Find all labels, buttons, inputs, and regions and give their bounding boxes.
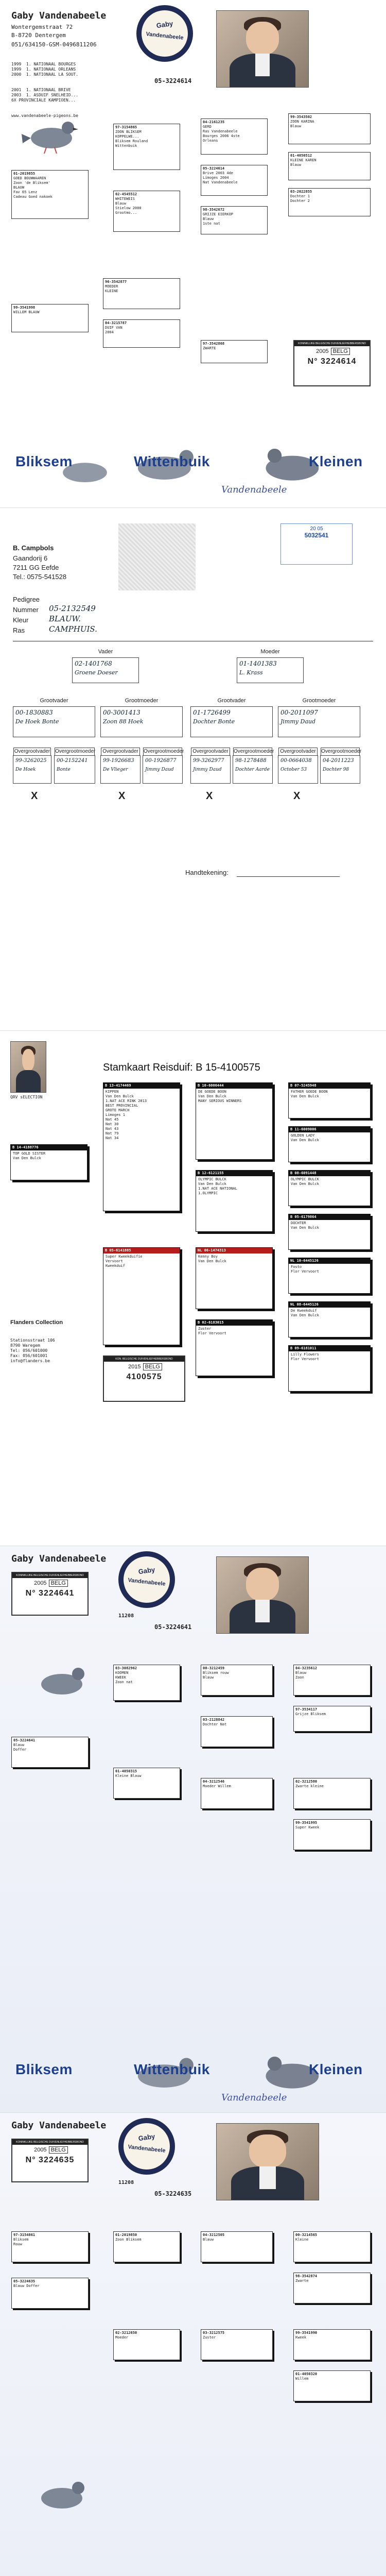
pedigree-box-5: 98-3542672 GRIJZE EIERKOP Blauw 1ste nat — [201, 206, 268, 234]
owner-tel: Tel.: 0575-541528 — [13, 573, 67, 581]
great-grandmother-2-box: Overgrootmoeder 00-1926877 Jimmy Daud — [143, 755, 183, 784]
pigeon-ring-number-4: 05-3224641 — [154, 1623, 192, 1631]
grandmother-2-box: Grootmoeder 00-2011097 Jimmy Daud — [278, 706, 360, 737]
sk-box-6: B 08-6091448 OLYMPIC BULCK Van Den Bulck — [288, 1170, 371, 1206]
breeder-name-5: Gaby Vandenabeele — [11, 2120, 107, 2131]
sk-box-11: NL 08-6445126 De Kweekduif Van Den Bulck — [288, 1301, 371, 1337]
pedigree-sheet-5 — [0, 2112, 386, 2576]
ring-stamp-4: KONINKLIJKE BELGISCHE DUIVENLIEFHEBBERSBOND 2005 BELG N° 3224641 — [11, 1572, 89, 1616]
sheet4-box-0: 03-3082962 KOOMEN KWEEK Zoon nat — [113, 1665, 180, 1701]
breeder-city: B-8720 Dentergem — [11, 32, 66, 39]
loft-address: Stationsstraat 106 8790 Waregem Tel: 056/601000 Fax: 056/601001 info@flanders.be — [10, 1338, 55, 1363]
pedigree-box-6: 99-3543502 ZOON KARINA Blauw — [288, 113, 371, 144]
grandfather-1-box: Grootvader 00-1830883 De Hoek Bonte — [13, 706, 95, 737]
owner-ring-card: 20 05 5032541 — [280, 523, 353, 565]
breeder-street: Wontergemstraat 72 — [11, 24, 73, 30]
pedigree-box-11: 97-3542868 ZWARTE — [201, 340, 268, 363]
breeder-signature: Vandenabeele — [221, 484, 287, 495]
code-4: 11208 — [118, 1613, 134, 1619]
father-box: Vader 02-1401768 Groene Doeser — [72, 657, 139, 683]
breeder-signature-4: Vandenabeele — [221, 2092, 287, 2103]
grandmother-1-box: Grootmoeder 00-3001413 Zoon 88 Hoek — [100, 706, 183, 737]
stamkaart-sheet — [0, 1030, 386, 1546]
stamkaart-title: Stamkaart Reisduif: B 15-4100575 — [103, 1062, 260, 1073]
sk-box-1: B 10-6006444 DE GOEDE BOON Van Den Bulck MANY SERIOUS WINNERS — [196, 1082, 273, 1160]
small-caption: QRV sELECTION — [10, 1095, 43, 1099]
breeder-name-4: Gaby Vandenabeele — [11, 1553, 107, 1564]
pigeon-illustration — [21, 113, 82, 155]
pedigree-box-sire-left: 01-2019855 GOED BOUWWAAREN Zoon 'de Bliksem' BLAUW Fav 65 Lenz Cadeau Goed nakoek — [11, 170, 89, 219]
sheet4-box-7: 04-3212546 Moeder Willem — [201, 1778, 273, 1809]
sheet5-box-7: 03-3212575 Zuster — [201, 2329, 273, 2360]
breeder-photo-4 — [216, 1556, 309, 1634]
pigeon-ring-number: 05-3224614 — [154, 77, 192, 84]
sheet4-box-3: 97-3534117 Grijze Bliksem — [293, 1706, 371, 1732]
sheet5-box-9: 01-4050320 Willem — [293, 2370, 371, 2401]
breeder-logo: Gaby Vandenabeele — [136, 5, 193, 62]
sheet5-box-3: 05-3224635 Blauw Doffer — [11, 2278, 89, 2309]
great-grandfather-3-box: Overgrootvader 99-3262977 Jimmy Daud — [190, 755, 231, 784]
breeder-logo-5: Gaby Vandenabeele — [118, 2118, 175, 2175]
sheet5-box-4: 00-3214565 Kleine — [293, 2231, 371, 2262]
sheet4-box-6: 01-4050315 Kleine Blauw — [113, 1768, 180, 1799]
breeder-photo — [216, 10, 309, 88]
race-value: CAMPHUIS. — [49, 624, 97, 634]
ring-stamp-5: KONINKLIJKE BELGISCHE DUIVENLIEFHEBBERSBOND 2005 BELG N° 3224635 — [11, 2139, 89, 2182]
great-grandfather-1-box: Overgrootvader 99-3262025 De Hoek — [13, 755, 51, 784]
sheet5-box-6: 02-3212650 Moeder — [113, 2329, 180, 2360]
number-label: Nummer — [13, 606, 39, 614]
x-mark-1: X — [31, 790, 38, 802]
code-5: 11208 — [118, 2180, 134, 2185]
great-grandmother-4-box: Overgrootmoeder 04-2011223 Dochter 98 — [320, 755, 360, 784]
loft-photo — [10, 1041, 46, 1093]
number-value: 05-2132549 — [49, 604, 96, 613]
color-value: BLAUW. — [49, 614, 81, 623]
breeder-photo-5 — [216, 2123, 319, 2200]
banner-word-kleinen: Kleinen — [309, 453, 363, 469]
sk-box-5: B 12-6121155 OLYMPIC BULCK Van Den Bulck 1.NAT ACE NATIONAL 1.OLYMPIC — [196, 1170, 273, 1232]
banner-word-kleinen-4: Kleinen — [309, 2061, 363, 2077]
pedigree-box-4: 05-3224614 Brive 2003 4de Limoges 2004 Nat Vandenabeele — [201, 165, 268, 196]
owner-name: B. Campbols — [13, 544, 54, 552]
breeder-logo-4: Gaby Vandenabeele — [118, 1551, 175, 1608]
sk-box-7: B 05-6179864 DOCHTER Van Den Bulck — [288, 1214, 371, 1250]
color-label: Kleur — [13, 616, 29, 624]
pedigree-box-8: 03-2022855 Dochter 1 Dochter 2 — [288, 188, 371, 216]
great-grandmother-1-box: Overgrootmoeder 00-2152241 Bonte — [54, 755, 95, 784]
pedigree-label: Pedigree — [13, 596, 40, 603]
sk-box-8: B 05-6141885 Super Kweekduifie Vervoort Kweekduif — [103, 1247, 180, 1345]
sheet4-box-1: 00-3212459 Bliksem rouw Blauw — [201, 1665, 273, 1696]
owner-street: Gaandorij 6 — [13, 554, 48, 562]
sheet5-box-5: 98-3542874 Zwarte — [293, 2273, 371, 2303]
pedigree-box-1: 97-3154865 ZOON BLIKSEM KOPPELWE... Bliksem Rouland Wittenbuik — [113, 124, 180, 170]
sk-box-4: B 14-4188776 TOP GOLD SISTER Van Den Bulck — [10, 1144, 87, 1180]
sheet5-box-2: 04-3212505 Blauw — [201, 2231, 273, 2262]
scanned-photo-placeholder — [118, 523, 196, 590]
pedigree-box-10: 04-3215787 DUIF VAN 2004 — [103, 319, 180, 348]
banner-word-wittenbuik: Wittenbuik — [134, 453, 210, 469]
pigeon-ring-number-5: 05-3224635 — [154, 2190, 192, 2197]
pedigree-box-7: 01-4050512 KLEINE KAREN Blauw — [288, 152, 371, 180]
ring-stamp: KONINKLIJKE BELGISCHE DUIVENLIEFHEBBERSBOND 2005 BELG N° 3224614 — [293, 340, 371, 386]
sheet4-box-2: 04-3235612 Blauw Zoon — [293, 1665, 371, 1696]
breeder-results: 1999 1. NATIONAAL BOURGES 1999 1. NATIONAAL ORLEANS 2000 1. NATIONAAL LA SOUT. 2001 1. NATIONAAL BRIVE 2003 1. ASDUIF SNELHEID... 6X PROVINCIALE KAMPIOEN... www.vandenabeele-pigeons.be — [11, 62, 79, 118]
pedigree-box-9: 96-3542877 MOEDER KLEINE — [103, 278, 180, 309]
pedigree-box-2: 02-4545512 WHITEWEIS Blauw Stielow 2000 Grootmo... — [113, 191, 180, 232]
great-grandfather-4-box: Overgrootvader 00-0664038 October 53 — [278, 755, 318, 784]
mother-box: Moeder 01-1401383 L. Krass — [237, 657, 304, 683]
pedigree-sheet-4 — [0, 1546, 386, 2112]
sk-box-13: B 09-6181011 Lilly Flowers Flor Vervoort — [288, 1345, 371, 1392]
sheet5-box-0: 97-3154861 Bliksem Rouw — [11, 2231, 89, 2262]
x-mark-2: X — [118, 790, 126, 802]
sheet4-box-5: 05-3224641 Blauw Doffer — [11, 1737, 89, 1768]
sk-box-2: B 07-5245948 FATHER GOEDE BOON Van Den Bulck — [288, 1082, 371, 1118]
banner-word-bliksem-4: Bliksem — [15, 2061, 73, 2077]
sk-box-3: B 11-6009006 GOLDEN LADY Van Den Bulck — [288, 1126, 371, 1162]
loft-name: Flanders Collection — [10, 1319, 63, 1326]
signature-label: Handtekening: — [185, 869, 229, 876]
x-mark-4: X — [293, 790, 301, 802]
sheet4-box-4: 03-2128842 Dochter Nat — [201, 1716, 273, 1747]
great-grandmother-3-box: Overgrootmoeder 98-1278488 Dochter Aarde — [233, 755, 273, 784]
pedigree-box-dam-left: 99-3541998 WILLEM BLAUW — [11, 304, 89, 332]
owner-city: 7211 GG Eefde — [13, 564, 59, 571]
race-label: Ras — [13, 626, 25, 634]
pigeon-illustration-4 — [31, 1659, 93, 1701]
pigeon-illustration-5 — [31, 2473, 93, 2515]
sk-box-9: NL 06-1474313 Kenny Boy Van Den Bulck — [196, 1247, 273, 1309]
grandfather-2-box: Grootvader 01-1726499 Dochter Bonte — [190, 706, 273, 737]
breeder-phone: 051/634150-GSM-0496811206 — [11, 41, 97, 48]
pedigree-box-3: 04-2161235 GERD Ras Vandenabeele Bourges 2006 4ste Orleans — [201, 118, 268, 155]
sheet4-box-9: 99-3541995 Super Kweek — [293, 1819, 371, 1850]
great-grandfather-2-box: Overgrootvader 99-1926683 De Vlieger — [100, 755, 141, 784]
sheet5-box-1: 01-2019850 Zoon Bliksem — [113, 2231, 180, 2262]
banner-word-bliksem: Bliksem — [15, 453, 73, 469]
pedigree-sheet-2 — [0, 507, 386, 1030]
x-mark-3: X — [206, 790, 213, 802]
sk-box-pigeon: B 13-4174469 KIPPEN Van Den Bulck 1.NAT ACE RINK 2013 BEST PROVINCIAL GROTE MARCH Limoges 1 Nat 45 Nat 30 Nat 43 Nat 79 Nat 34 — [103, 1082, 180, 1211]
pedigree-sheet-1 — [0, 0, 386, 507]
banner-word-wittenbuik-4: Wittenbuik — [134, 2061, 210, 2077]
sk-box-12: B 02-6183015 Zuster Flor Vervoort — [196, 1319, 273, 1376]
sk-box-10: NL 10-6445126 Fosto Flor Vervoort — [288, 1258, 371, 1294]
stamkaart-ring-stamp: KON. BELGISCHE DUIVENLIEFHEBBERSBOND 2015 BELG 4100575 — [103, 1355, 185, 1402]
sheet4-box-8: 02-3212580 Zwarte kleine — [293, 1778, 371, 1809]
sheet5-box-8: 99-3541990 Kweek — [293, 2329, 371, 2360]
breeder-name: Gaby Vandenabeele — [11, 10, 107, 21]
